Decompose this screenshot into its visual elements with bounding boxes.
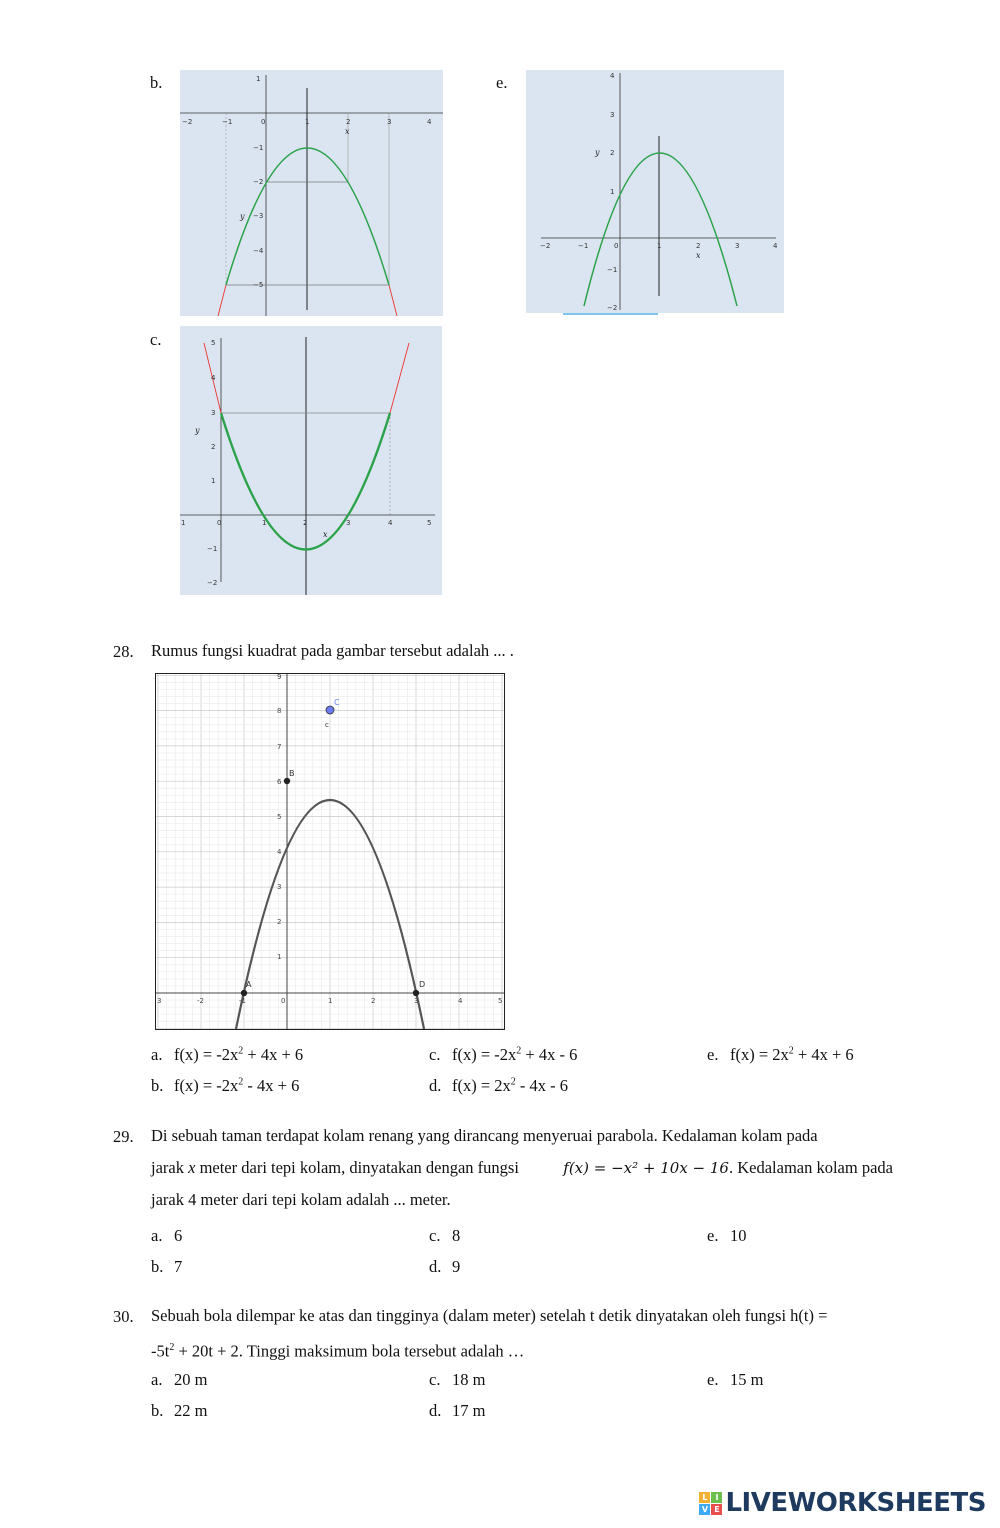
graph-b-xaxis-label: x bbox=[345, 127, 350, 136]
question-29-number: 29. bbox=[113, 1127, 134, 1146]
q29-formula: f(x) = −x² + 10x − 16 bbox=[563, 1159, 729, 1177]
option-letter: b. bbox=[151, 1401, 164, 1420]
option-letter: e. bbox=[707, 1045, 719, 1064]
point-c bbox=[326, 706, 334, 714]
q28-option-d[interactable]: d. $f(x) = 2x^2 - 4x - 6$ bbox=[429, 1076, 569, 1095]
q28-option-a[interactable]: a. $f(x) = -2x^2 + 4x + 6$ bbox=[151, 1045, 304, 1064]
graph-e-xtick: 0 bbox=[614, 242, 619, 250]
graph-b-label: b. bbox=[150, 73, 163, 92]
graph-e-ytick: 2 bbox=[610, 149, 615, 157]
option-letter: e. bbox=[707, 1226, 719, 1245]
q28-ytick: 5 bbox=[277, 813, 282, 821]
q29-option-e[interactable]: e. 10 bbox=[707, 1226, 747, 1245]
graph-e-xtick: −2 bbox=[540, 242, 551, 250]
q28-ytick: 6 bbox=[277, 778, 282, 786]
graph-c-ytick: 5 bbox=[211, 339, 216, 347]
q30-option-a[interactable]: a. 20 m bbox=[151, 1370, 208, 1389]
graph-c-ytick: −2 bbox=[207, 579, 218, 587]
option-letter: a. bbox=[151, 1226, 163, 1245]
option-letter: d. bbox=[429, 1257, 442, 1276]
graph-c-xtick: 1 bbox=[181, 519, 186, 527]
q29-option-a[interactable]: a. 6 bbox=[151, 1226, 183, 1245]
point-b bbox=[284, 778, 290, 784]
question-29-text bbox=[151, 1120, 893, 1216]
graph-e-xaxis-label: x bbox=[696, 251, 701, 260]
point-b-label: B bbox=[289, 769, 295, 778]
graph-e-xtick: −1 bbox=[578, 242, 589, 250]
q28-xtick: 1 bbox=[328, 997, 333, 1005]
q30-option-d[interactable]: d. 17 m bbox=[429, 1401, 486, 1420]
graph-e-ytick: 3 bbox=[610, 111, 615, 119]
q28-option-b[interactable]: b. $f(x) = -2x^2 - 4x + 6$ bbox=[151, 1076, 300, 1095]
graph-b-ytick: −2 bbox=[253, 178, 264, 186]
graph-b-ytick: −5 bbox=[253, 281, 264, 289]
graph-e-yaxis-label: y bbox=[595, 148, 600, 157]
q28-xtick: 5 bbox=[498, 997, 503, 1005]
option-letter: a. bbox=[151, 1370, 163, 1389]
graph-b-xtick: −1 bbox=[222, 118, 233, 126]
q28-xtick: 3 bbox=[157, 997, 162, 1005]
graph-b-xtick: 0 bbox=[261, 118, 266, 126]
q28-ytick: 8 bbox=[277, 707, 282, 715]
graph-e-xtick: 3 bbox=[735, 242, 740, 250]
graph-e-label: e. bbox=[496, 73, 508, 92]
question-30-text bbox=[151, 1300, 893, 1368]
point-d-label: D bbox=[419, 980, 426, 989]
graph-b-xtick: 1 bbox=[305, 118, 310, 126]
graph-c-ytick: 2 bbox=[211, 443, 216, 451]
graph-c-ytick: −1 bbox=[207, 545, 218, 553]
graph-e-ytick: −1 bbox=[607, 266, 618, 274]
q28-xtick: 4 bbox=[458, 997, 463, 1005]
graph-c-ytick: 1 bbox=[211, 477, 216, 485]
option-letter: c. bbox=[429, 1226, 441, 1245]
liveworksheets-logo-text: LIVEWORKSHEETS bbox=[725, 1488, 986, 1518]
point-a-label: A bbox=[246, 980, 252, 989]
q28-xtick: -2 bbox=[197, 997, 204, 1005]
graph-c-label: c. bbox=[150, 330, 162, 349]
option-letter: e. bbox=[707, 1370, 719, 1389]
graph-e-xtick: 1 bbox=[657, 242, 662, 250]
q28-ytick: 7 bbox=[277, 743, 282, 751]
graph-c-xtick: 5 bbox=[427, 519, 432, 527]
q28-xtick: 2 bbox=[371, 997, 376, 1005]
q28-xtick: 0 bbox=[281, 997, 286, 1005]
graph-b-ytick: −3 bbox=[253, 212, 264, 220]
graph-b-ytick: −1 bbox=[253, 144, 264, 152]
option-letter: c. bbox=[429, 1045, 441, 1064]
option-letter: a. bbox=[151, 1045, 163, 1064]
option-letter: b. bbox=[151, 1257, 164, 1276]
q28-xtick: 3 bbox=[414, 997, 419, 1005]
point-c-small-label: c bbox=[325, 721, 329, 729]
q28-ytick: 4 bbox=[277, 848, 282, 856]
graph-e-ytick: 1 bbox=[610, 188, 615, 196]
q28-ytick: 3 bbox=[277, 883, 282, 891]
graph-c-xtick: 2 bbox=[303, 519, 308, 527]
graph-c-xtick: 4 bbox=[388, 519, 393, 527]
graph-b-xtick: 4 bbox=[427, 118, 432, 126]
graph-c bbox=[180, 326, 442, 595]
q30-line-2: $-5t^2 + 20t + 2$. Tinggi maksimum bola tersebut adalah … bbox=[151, 1341, 525, 1361]
q28-ytick: 9 bbox=[277, 674, 282, 681]
graph-c-xtick: 1 bbox=[262, 519, 267, 527]
question-28-number: 28. bbox=[113, 642, 134, 661]
graph-b-xtick: 2 bbox=[346, 118, 351, 126]
q29-line-2: jarak x meter dari tepi kolam, dinyatakan dengan fungsi f(x) = −x² + 10x − 16. Kedalaman kolam pada bbox=[151, 1158, 893, 1177]
graph-c-xtick: 0 bbox=[217, 519, 222, 527]
point-a bbox=[241, 990, 247, 996]
graph-b-xtick: −2 bbox=[182, 118, 193, 126]
q29-option-c[interactable]: c. 8 bbox=[429, 1226, 461, 1245]
question-28-text: Rumus fungsi kuadrat pada gambar tersebut adalah ... . bbox=[151, 641, 514, 660]
q28-ytick: 2 bbox=[277, 918, 282, 926]
question-28-graph bbox=[155, 673, 505, 1030]
graph-b-ytick: 1 bbox=[256, 75, 261, 83]
graph-e-ytick: −2 bbox=[607, 304, 618, 312]
question-30-number: 30. bbox=[113, 1307, 134, 1326]
q28-ytick: 1 bbox=[277, 953, 282, 961]
point-c-label: C bbox=[334, 698, 340, 707]
option-letter: c. bbox=[429, 1370, 441, 1389]
graph-c-ytick: 3 bbox=[211, 409, 216, 417]
q28-option-c[interactable]: c. $f(x) = -2x^2 + 4x - 6$ bbox=[429, 1045, 578, 1064]
option-letter: b. bbox=[151, 1076, 164, 1095]
graph-e-accent-line bbox=[563, 313, 658, 315]
liveworksheets-logo-icon: L I V E bbox=[699, 1492, 722, 1515]
q30-option-c[interactable]: c. 18 m bbox=[429, 1370, 486, 1389]
graph-e-xtick: 2 bbox=[696, 242, 701, 250]
graph-c-xtick: 3 bbox=[346, 519, 351, 527]
q29-line-1: Di sebuah taman terdapat kolam renang yang dirancang menyeruai parabola. Kedalaman kolam pada bbox=[151, 1126, 818, 1145]
graph-c-xaxis-label: x bbox=[323, 530, 328, 539]
q30-option-e[interactable]: e. 15 m bbox=[707, 1370, 764, 1389]
graph-c-ytick: 4 bbox=[211, 374, 216, 382]
q29-option-d[interactable]: d. 9 bbox=[429, 1257, 461, 1276]
graph-c-yaxis-label: y bbox=[195, 426, 200, 435]
graph-b bbox=[180, 70, 443, 316]
graph-b-yaxis-label: y bbox=[240, 212, 245, 221]
q29-option-b[interactable]: b. 7 bbox=[151, 1257, 183, 1276]
liveworksheets-logo bbox=[699, 1488, 986, 1518]
q29-line-3: jarak 4 meter dari tepi kolam adalah ... meter. bbox=[151, 1190, 451, 1209]
graph-e-ytick: 4 bbox=[610, 72, 615, 80]
q30-line-1: Sebuah bola dilempar ke atas dan tingginya (dalam meter) setelah t detik dinyatakan oleh fungsi h(t) = bbox=[151, 1306, 828, 1325]
graph-grid bbox=[156, 674, 504, 1029]
option-letter: d. bbox=[429, 1401, 442, 1420]
q28-option-e[interactable]: e. $f(x) = 2x^2 + 4x + 6$ bbox=[707, 1045, 854, 1064]
point-d bbox=[413, 990, 419, 996]
q28-xtick: -1 bbox=[239, 997, 246, 1005]
graph-b-xtick: 3 bbox=[387, 118, 392, 126]
option-letter: d. bbox=[429, 1076, 442, 1095]
graph-b-ytick: −4 bbox=[253, 247, 264, 255]
graph-e-xtick: 4 bbox=[773, 242, 778, 250]
graph-e bbox=[526, 70, 784, 313]
q30-option-b[interactable]: b. 22 m bbox=[151, 1401, 208, 1420]
